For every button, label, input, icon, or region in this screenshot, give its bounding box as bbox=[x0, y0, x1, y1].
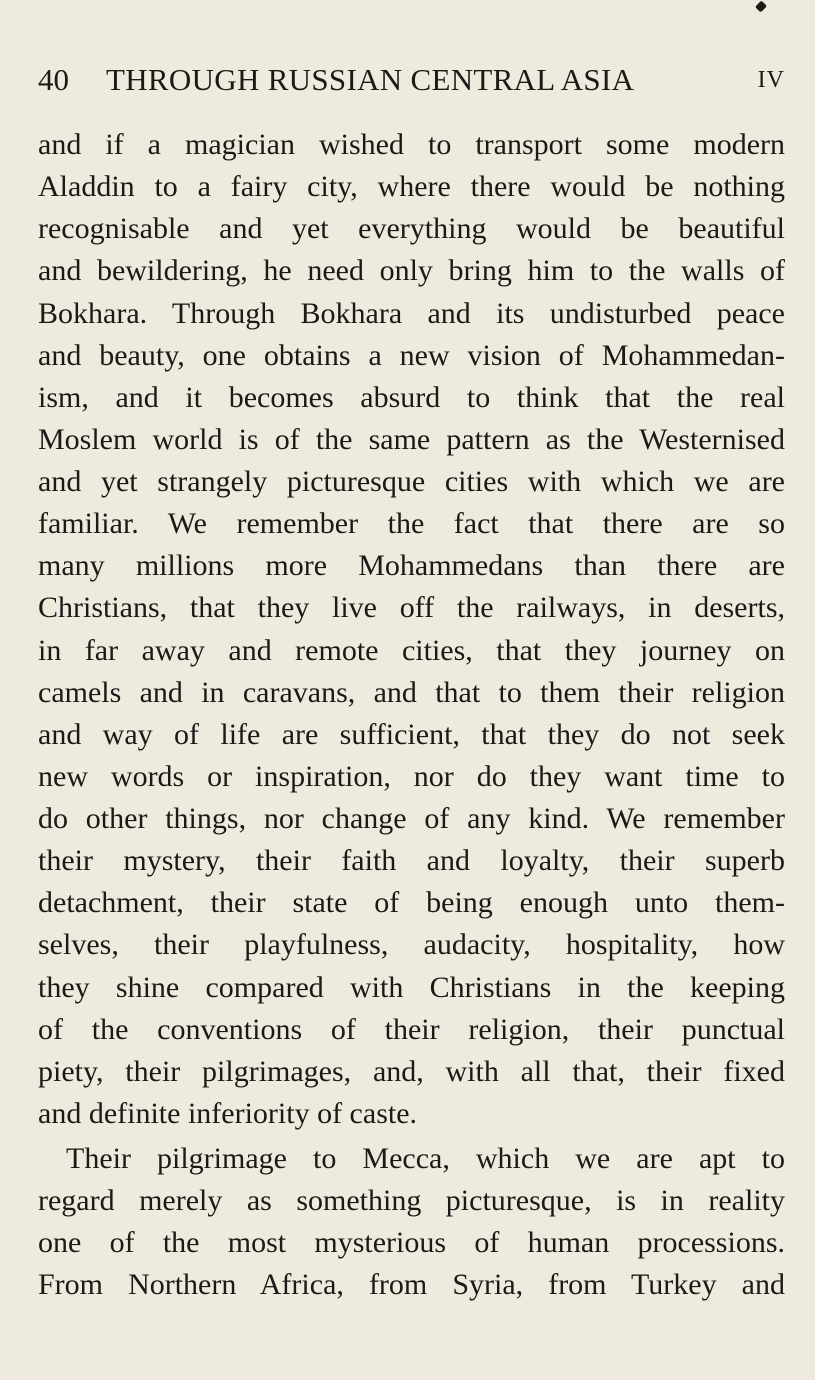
text-line: and bewildering, he need only bring him to the walls of bbox=[38, 254, 785, 288]
text-line: regard merely as something picturesque, is in reality bbox=[38, 1184, 785, 1218]
text-line: selves, their playfulness, audacity, hospitality, how bbox=[38, 928, 785, 962]
text-line: and yet strangely picturesque cities with which we are bbox=[38, 465, 785, 498]
text-line: familiar. We remember the fact that there are so bbox=[38, 507, 785, 541]
text-line: Bokhara. Through Bokhara and its undisturbed peace bbox=[38, 296, 785, 330]
text-line: many millions more Mohammedans than there are bbox=[38, 549, 785, 583]
text-line: Aladdin to a fairy city, where there would be nothing bbox=[38, 170, 785, 204]
text-line: and way of life are sufficient, that they do not seek bbox=[38, 717, 785, 751]
running-head bbox=[38, 58, 785, 102]
paragraph-2 bbox=[38, 1138, 785, 1307]
text-line: and if a magician wished to transport some modern bbox=[38, 128, 785, 161]
chapter-number: IV bbox=[757, 67, 785, 93]
text-line: do other things, nor change of any kind. We remember bbox=[38, 802, 785, 835]
book-title: THROUGH RUSSIAN CENTRAL ASIA bbox=[106, 62, 635, 97]
text-line: of the conventions of their religion, their punctual bbox=[38, 1012, 785, 1046]
ink-mark bbox=[755, 0, 767, 12]
text-line: piety, their pilgrimages, and, with all that, their fixed bbox=[38, 1054, 785, 1088]
text-line: detachment, their state of being enough unto them- bbox=[38, 886, 785, 920]
text-line: ism, and it becomes absurd to think that the real bbox=[38, 380, 785, 414]
text-line: camels and in caravans, and that to them their religion bbox=[38, 675, 785, 709]
text-line: their mystery, their faith and loyalty, their superb bbox=[38, 844, 785, 878]
text-line: From Northern Africa, from Syria, from Turkey and bbox=[38, 1268, 785, 1302]
text-line: one of the most mysterious of human processions. bbox=[38, 1226, 785, 1260]
text-line: and definite inferiority of caste. bbox=[38, 1096, 418, 1130]
text-line: Moslem world is of the same pattern as the Westernised bbox=[38, 422, 785, 456]
page-number: 40 bbox=[38, 62, 69, 97]
text-line: and beauty, one obtains a new vision of Mohammedan- bbox=[38, 338, 785, 372]
text-line: Their pilgrimage to Mecca, which we are apt to bbox=[66, 1142, 785, 1175]
paragraph-1 bbox=[38, 124, 785, 1135]
text-line: Christians, that they live off the railways, in deserts, bbox=[38, 591, 785, 625]
text-line: in far away and remote cities, that they journey on bbox=[38, 633, 785, 667]
text-line: new words or inspiration, nor do they want time to bbox=[38, 759, 785, 793]
text-line: recognisable and yet everything would be beautiful bbox=[38, 212, 785, 246]
text-line: they shine compared with Christians in the keeping bbox=[38, 970, 785, 1004]
body-text bbox=[38, 124, 785, 1307]
